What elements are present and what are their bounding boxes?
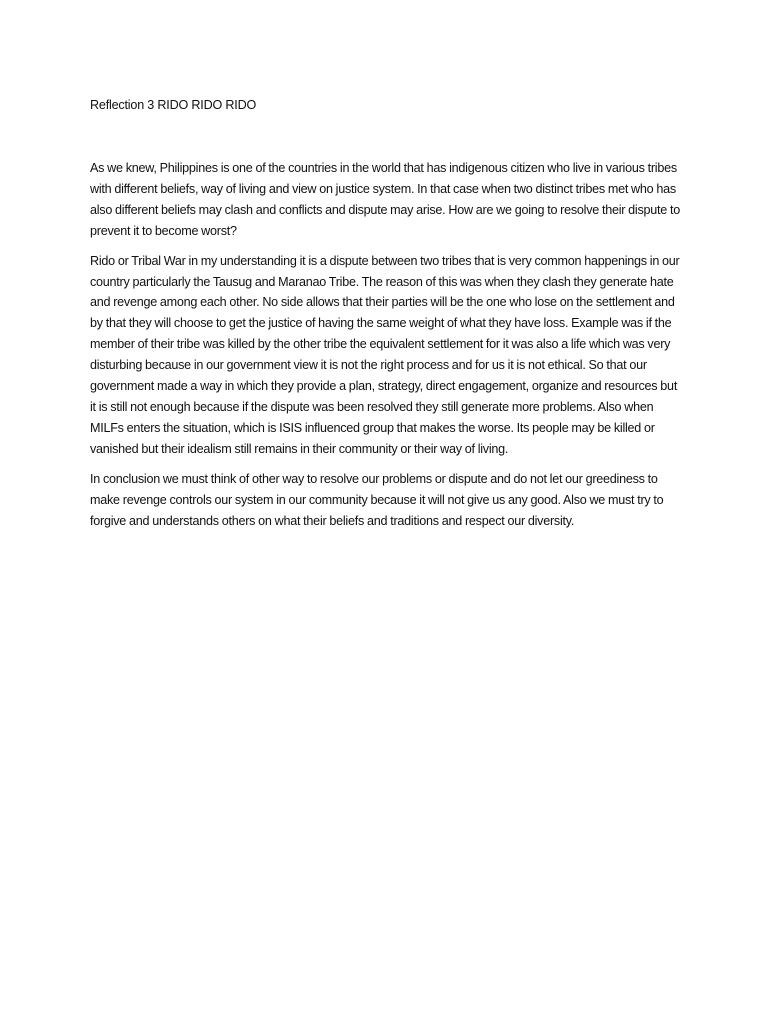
paragraph-conclusion: In conclusion we must think of other way to resolve our problems or dispute and do not let our greediness to make revenge controls our system in our community because it will not give us any good. Also we must try to forgive and understands others on what their beliefs and traditions and respect our diversity. (90, 471, 664, 528)
document-title: Reflection 3 RIDO RIDO RIDO (90, 98, 257, 112)
paragraph-rido-explanation: Rido or Tribal War in my understanding it is a dispute between two tribes that is very common happenings in our country particularly the Tausug and Maranao Tribe. The reason of this was when they clash they generate hate and revenge among each other. No side allows that their parties will be the one who lose on the settlement and by that they will choose to get the justice of having the same weight of what they have loss. Example was if the member of their tribe was killed by the other tribe the equivalent settlement for it was also a life which was very disturbing because in our government view it is not the right process and for us it is not ethical. So that our government made a way in which they provide a plan, strategy, direct engagement, organize and resources but it is still not enough because if the dispute was been resolved they still generate more problems. Also when MILFs enters the situation, which is ISIS influenced group that makes the worse. Its people may be killed or vanished but their idealism still remains in their community or their way of living. (90, 253, 680, 456)
paragraph-introduction: As we knew, Philippines is one of the countries in the world that has indigenous citizen who live in various tribes with different beliefs, way of living and view on justice system. In that case when two distinct tribes met who has also different beliefs may clash and conflicts and dispute may arise. How are we going to resolve their dispute to prevent it to become worst? (90, 161, 680, 238)
document-body (90, 95, 680, 540)
